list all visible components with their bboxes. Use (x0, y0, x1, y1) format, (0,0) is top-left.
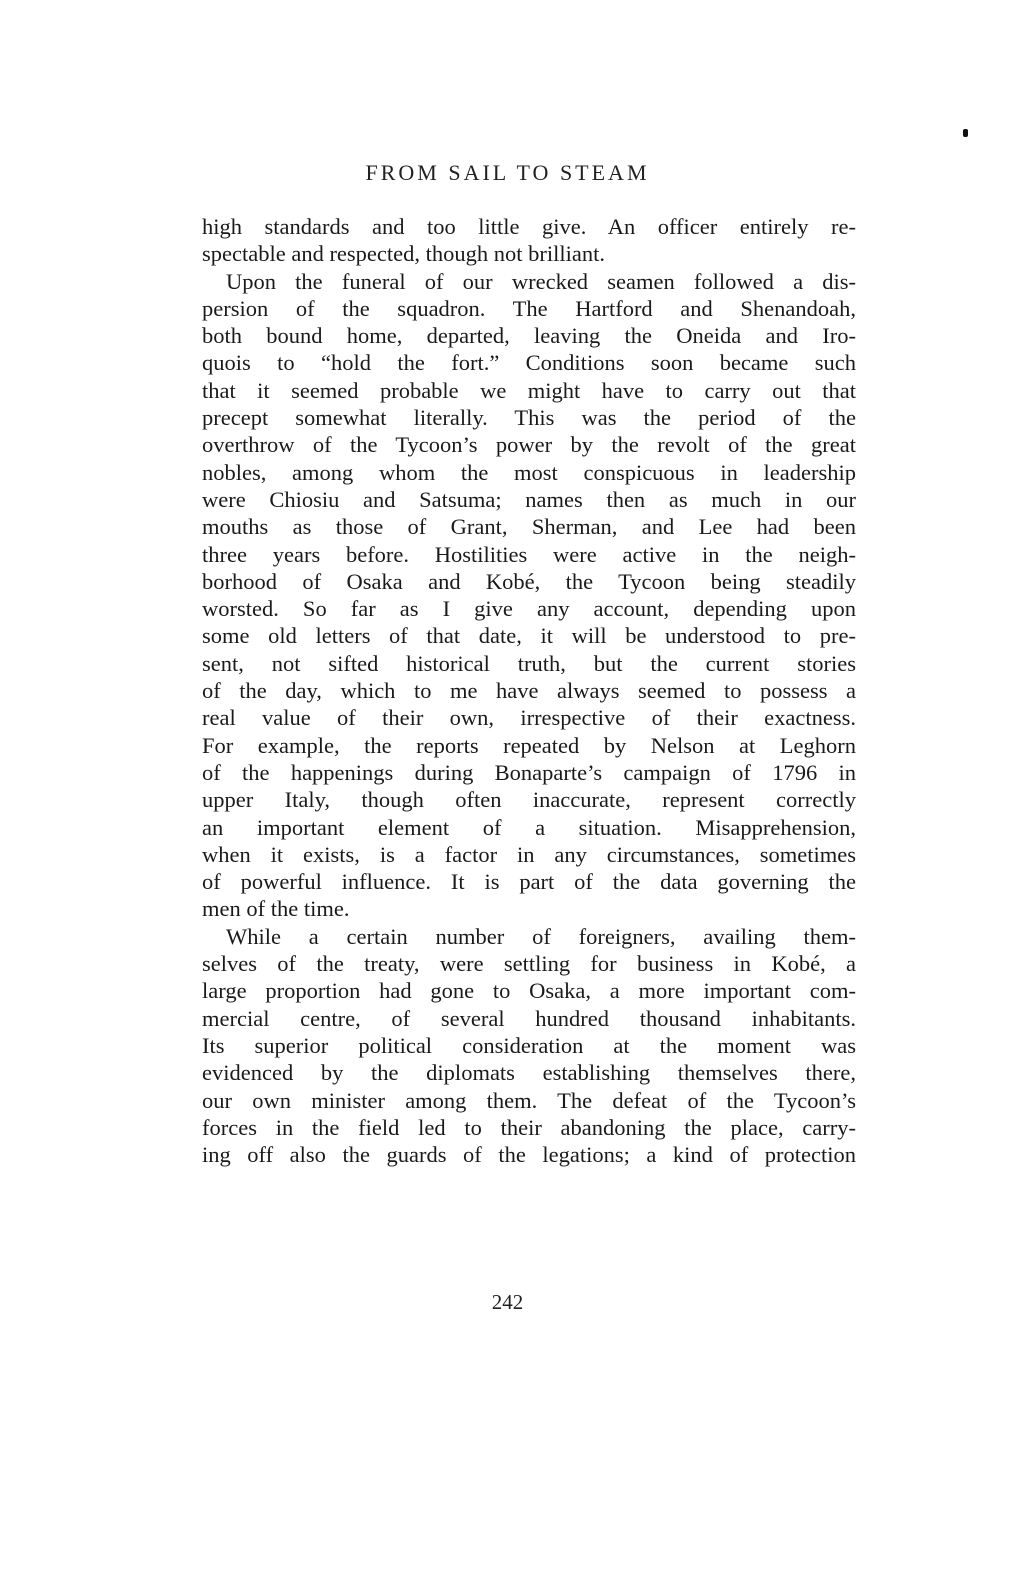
text-line: some old letters of that date, it will be understood to pre- (202, 623, 856, 649)
text-line: large proportion had gone to Osaka, a more important com- (202, 978, 856, 1004)
text-line: of powerful influence. It is part of the data governing the (202, 869, 856, 895)
text-line: high standards and too little give. An officer entirely re- (202, 214, 856, 239)
text-line: that it seemed probable we might have to carry out that (202, 377, 856, 403)
text-line: men of the time. (202, 896, 350, 922)
text-line: selves of the treaty, were settling for business in Kobé, a (202, 951, 856, 977)
text-line: Upon the funeral of our wrecked seamen followed a dis- (226, 268, 856, 294)
text-line: our own minister among them. The defeat of the Tycoon’s (202, 1087, 856, 1113)
text-line: both bound home, departed, leaving the Oneida and Iro- (202, 323, 856, 349)
text-line: sent, not sifted historical truth, but the current stories (202, 650, 856, 676)
text-line: were Chiosiu and Satsuma; names then as much in our (202, 486, 856, 512)
text-line: of the day, which to me have always seemed to possess a (202, 678, 856, 704)
text-line: forces in the field led to their abandoning the place, carry- (202, 1114, 856, 1140)
text-line: an important element of a situation. Misapprehension, (202, 814, 856, 840)
body-text (202, 213, 856, 1168)
text-line: While a certain number of foreigners, availing them- (226, 923, 856, 949)
text-line: real value of their own, irrespective of their exactness. (202, 705, 856, 731)
text-line: For example, the reports repeated by Nelson at Leghorn (202, 732, 856, 758)
running-head: FROM SAIL TO STEAM (365, 160, 650, 185)
text-line: mouths as those of Grant, Sherman, and Lee had been (202, 514, 856, 540)
text-line: worsted. So far as I give any account, depending upon (202, 596, 856, 622)
text-line: upper Italy, though often inaccurate, represent correctly (202, 787, 856, 813)
text-line: precept somewhat literally. This was the period of the (202, 405, 856, 431)
text-line: mercial centre, of several hundred thousand inhabitants. (202, 1005, 856, 1031)
text-line: persion of the squadron. The Hartford and Shenandoah, (202, 295, 856, 321)
text-line: spectable and respected, though not brilliant. (202, 241, 606, 267)
text-line: three years before. Hostilities were active in the neigh- (202, 541, 856, 567)
print-speck (963, 129, 968, 137)
text-line: when it exists, is a factor in any circumstances, sometimes (202, 841, 856, 867)
text-line: ing off also the guards of the legations; a kind of protection (202, 1142, 856, 1168)
page-number: 242 (491, 1290, 524, 1314)
text-line: evidenced by the diplomats establishing themselves there, (202, 1060, 856, 1086)
text-line: nobles, among whom the most conspicuous in leadership (202, 459, 856, 485)
text-line: of the happenings during Bonaparte’s campaign of 1796 in (202, 759, 856, 785)
text-line: Its superior political consideration at the moment was (202, 1032, 856, 1058)
text-line: quois to “hold the fort.” Conditions soon became such (202, 350, 856, 376)
text-line: borhood of Osaka and Kobé, the Tycoon being steadily (202, 568, 856, 594)
text-line: overthrow of the Tycoon’s power by the revolt of the great (202, 432, 856, 458)
